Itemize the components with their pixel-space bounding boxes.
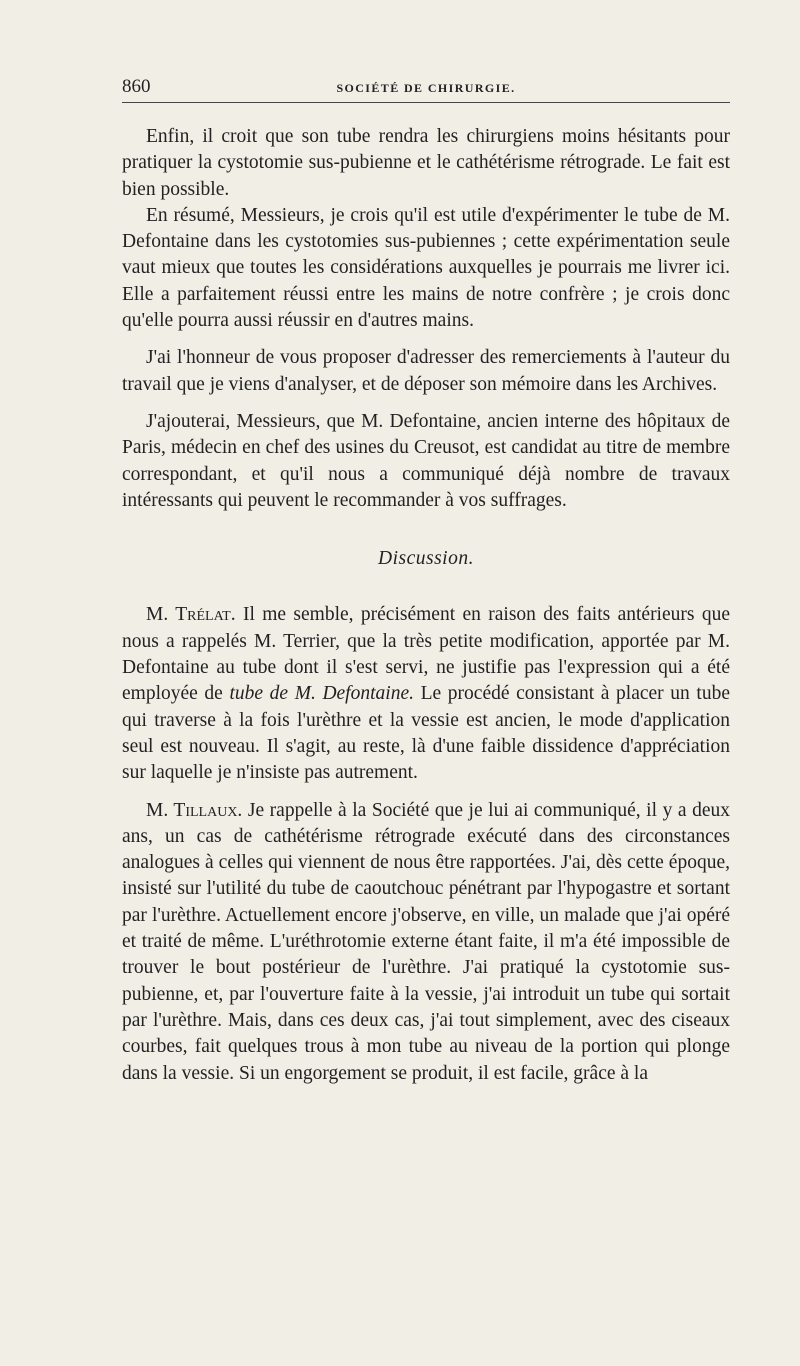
tillaux-text: Je rappelle à la Société que je lui ai communiqué, il y a deux ans, un cas de cathétérisme rétrograde exécuté dans des circonstances analogues à celles qui viennent de nous être rapportées. J'ai, dès cette époque, insisté sur l'utilité du tube de caoutchouc pénétrant par l'hypogastre et sortant par l'urèthre. Actuellement encore j'observe, en ville, un malade que j'ai opéré et traité de même. L'uréthrotomie externe étant faite, il m'a été impossible de trouver le bout postérieur de l'urèthre. J'ai pratiqué la cystotomie sus-pubienne, et, par l'ouverture faite à la vessie, j'ai introduit un tube qui sortait par l'urèthre. Mais, dans ces deux cas, j'ai tout simplement, avec des ciseaux courbes, fait quelques trous à mon tube au niveau de la portion qui plonge dans la vessie. Si un engorgement se produit, il est facile, grâce à la [122,799,730,1084]
speaker-tillaux: M. Tillaux. [146,799,243,821]
running-head: SOCIÉTÉ DE CHIRURGIE. [336,81,516,95]
paragraph-trelat [122,602,730,786]
speaker-trelat: M. Trélat. [146,604,236,626]
paragraph-3: J'ai l'honneur de vous proposer d'adresser des remerciements à l'auteur du travail que je viens d'analyser, et de déposer son mémoire dans les Archives. [122,347,730,395]
trelat-emphasis: tube de M. Defontaine. [229,683,414,705]
paragraph-tillaux [122,798,730,1087]
paragraph-2: En résumé, Messieurs, je crois qu'il est utile d'expérimenter le tube de M. Defontaine dans les cystotomies sus-pubiennes ; cette expérimentation seule vaut mieux que toutes les considérations auxquelles je pourrais me livrer ici. Elle a parfaitement réussi entre les mains de notre confrère ; je crois donc qu'elle pourra aussi réussir en d'autres mains. [122,204,730,332]
paragraph-1: Enfin, il croit que son tube rendra les chirurgiens moins hésitants pour pratiquer la cystotomie sus-pubienne et le cathétérisme rétrograde. Le fait est bien possible. [122,126,730,200]
trelat-text-before: Il me semble, précisément en raison des faits antérieurs que nous a rappelés M. Terrier, que la très petite modification, apportée par M. Defontaine au tube dont il s'est servi, ne justifie pas l'expression qui a été employée de [122,604,730,705]
section-title-discussion: Discussion. [378,548,474,570]
paragraph-4: J'ajouterai, Messieurs, que M. Defontaine, ancien interne des hôpitaux de Paris, médecin en chef des usines du Creusot, est candidat au titre de membre correspondant, et qu'il nous a communiqué déjà nombre de travaux intéressants qui peuvent le recommander à vos suffrages. [122,410,730,511]
trelat-text-after: Le procédé consistant à placer un tube qui traverse à la fois l'urèthre et la vessie est ancien, le mode d'application seul est nouveau. Il s'agit, au reste, là d'une faible dissidence d'appréciation sur laquelle je n'insiste pas autrement. [122,683,730,784]
page-body [122,124,730,1087]
page-header [122,74,730,103]
page-number: 860 [122,76,151,97]
